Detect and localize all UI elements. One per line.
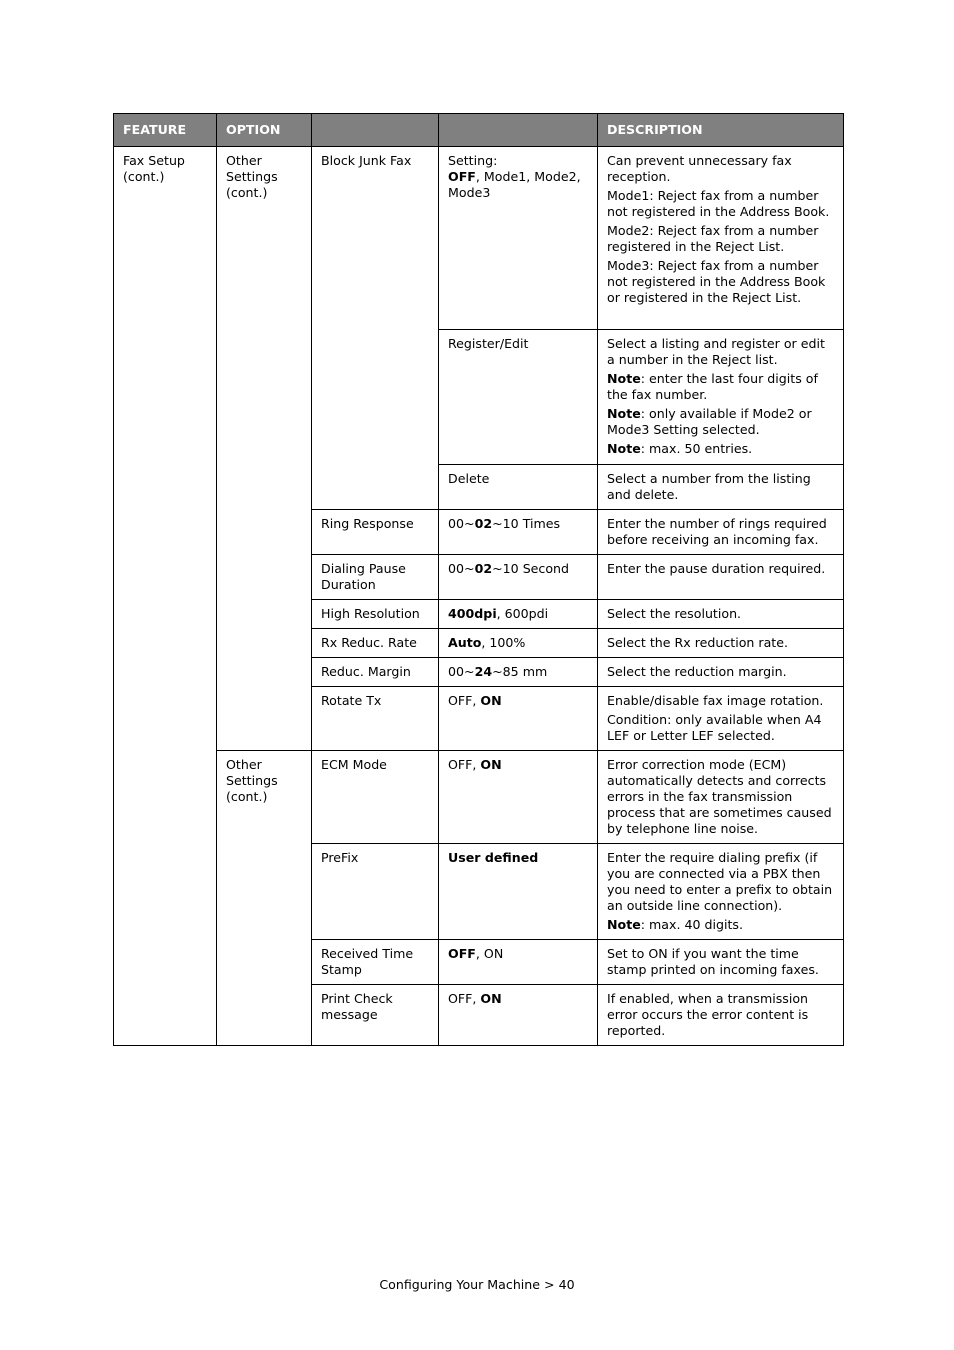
setting-post: , ON [475, 946, 504, 961]
setting-default: OFF [448, 169, 476, 184]
settings-table [113, 113, 844, 1046]
note-line [607, 441, 834, 457]
setting-cell [439, 751, 598, 844]
setting-cell [439, 600, 598, 629]
description-cell [598, 147, 844, 330]
item-cell: Dialing Pause Duration [312, 555, 439, 600]
setting-default: ON [480, 757, 502, 772]
note-line [607, 371, 834, 403]
option-cell: Other Settings (cont.) [217, 751, 312, 1046]
setting-default: 02 [474, 561, 493, 576]
description-line: Enter the require dialing prefix (if you are connected via a PBX then you need to enter a prefix to obtain an outside line connection). [607, 850, 833, 913]
setting-pre: OFF, [448, 757, 481, 772]
header-blank-1 [312, 114, 439, 147]
description-line: Can prevent unnecessary fax reception. [607, 153, 792, 184]
feature-cell: Fax Setup (cont.) [114, 147, 217, 1046]
item-cell: PreFix [312, 844, 439, 940]
description-cell: Enter the number of rings required before receiving an incoming fax. [598, 510, 844, 555]
setting-cell: Delete [439, 465, 598, 510]
setting-default: ON [480, 991, 502, 1006]
setting-post: ~10 Second [492, 561, 570, 576]
note-line [607, 406, 834, 438]
setting-default: 400dpi [448, 606, 497, 621]
description-line: Mode2: Reject fax from a number registered in the Reject List. [607, 223, 819, 254]
setting-cell [439, 985, 598, 1046]
description-line: Select a listing and register or edit a number in the Reject list. [607, 336, 825, 367]
setting-cell [439, 940, 598, 985]
note-label: Note [607, 371, 641, 386]
description-cell: Select the Rx reduction rate. [598, 629, 844, 658]
setting-pre: 00~ [448, 561, 475, 576]
description-cell: Set to ON if you want the time stamp printed on incoming faxes. [598, 940, 844, 985]
note-text: : max. 40 digits. [640, 917, 743, 932]
description-cell: Select a number from the listing and delete. [598, 465, 844, 510]
setting-cell [439, 510, 598, 555]
setting-post: ~85 mm [492, 664, 548, 679]
setting-pre: 00~ [448, 664, 475, 679]
description-line: Mode1: Reject fax from a number not registered in the Address Book. [607, 188, 830, 219]
setting-default: 02 [474, 516, 493, 531]
setting-pre: OFF, [448, 991, 481, 1006]
note-line [607, 917, 834, 933]
note-label: Note [607, 917, 641, 932]
setting-options: , Mode1, Mode2, Mode3 [448, 169, 581, 200]
item-cell: Rx Reduc. Rate [312, 629, 439, 658]
header-feature: FEATURE [114, 114, 217, 147]
note-label: Note [607, 441, 641, 456]
item-cell: Block Junk Fax [312, 147, 439, 510]
description-cell: Select the resolution. [598, 600, 844, 629]
description-line: Condition: only available when A4 LEF or Letter LEF selected. [607, 712, 822, 743]
item-cell: Print Check message [312, 985, 439, 1046]
setting-cell [439, 687, 598, 751]
note-text: : enter the last four digits of the fax number. [607, 371, 818, 402]
setting-post: , 100% [481, 635, 526, 650]
page-footer: Configuring Your Machine > 40 [379, 1277, 575, 1292]
table-row [114, 147, 844, 330]
description-line: Enable/disable fax image rotation. [607, 693, 824, 708]
note-text: : max. 50 entries. [640, 441, 753, 456]
table-row [114, 751, 844, 844]
item-cell: Received Time Stamp [312, 940, 439, 985]
setting-label: Setting: [448, 153, 498, 168]
description-cell: If enabled, when a transmission error occurs the error content is reported. [598, 985, 844, 1046]
setting-cell: Register/Edit [439, 330, 598, 465]
setting-pre: 00~ [448, 516, 475, 531]
note-text: : only available if Mode2 or Mode3 Setting selected. [607, 406, 812, 437]
description-cell: Select the reduction margin. [598, 658, 844, 687]
description-cell: Enter the pause duration required. [598, 555, 844, 600]
description-cell [598, 687, 844, 751]
item-cell: High Resolution [312, 600, 439, 629]
item-cell: Rotate Tx [312, 687, 439, 751]
setting-post: , 600pdi [496, 606, 549, 621]
description-cell [598, 330, 844, 465]
setting-cell [439, 658, 598, 687]
setting-cell [439, 844, 598, 940]
description-cell [598, 844, 844, 940]
setting-default: User defined [448, 850, 539, 865]
setting-default: ON [480, 693, 502, 708]
description-cell: Error correction mode (ECM) automatically detects and corrects errors in the fax transmission process that are sometimes caused by telephone line noise. [598, 751, 844, 844]
setting-cell [439, 629, 598, 658]
setting-default: OFF [448, 946, 476, 961]
setting-default: 24 [474, 664, 493, 679]
item-cell: Ring Response [312, 510, 439, 555]
setting-cell [439, 147, 598, 330]
header-option: OPTION [217, 114, 312, 147]
option-cell: Other Settings (cont.) [217, 147, 312, 751]
item-cell: ECM Mode [312, 751, 439, 844]
setting-default: Auto [448, 635, 482, 650]
table-header-row [114, 114, 844, 147]
header-blank-2 [439, 114, 598, 147]
description-line: Mode3: Reject fax from a number not registered in the Address Book or registered in the Reject List. [607, 258, 826, 305]
setting-post: ~10 Times [492, 516, 561, 531]
note-label: Note [607, 406, 641, 421]
header-description: DESCRIPTION [598, 114, 844, 147]
setting-pre: OFF, [448, 693, 481, 708]
item-cell: Reduc. Margin [312, 658, 439, 687]
setting-cell [439, 555, 598, 600]
